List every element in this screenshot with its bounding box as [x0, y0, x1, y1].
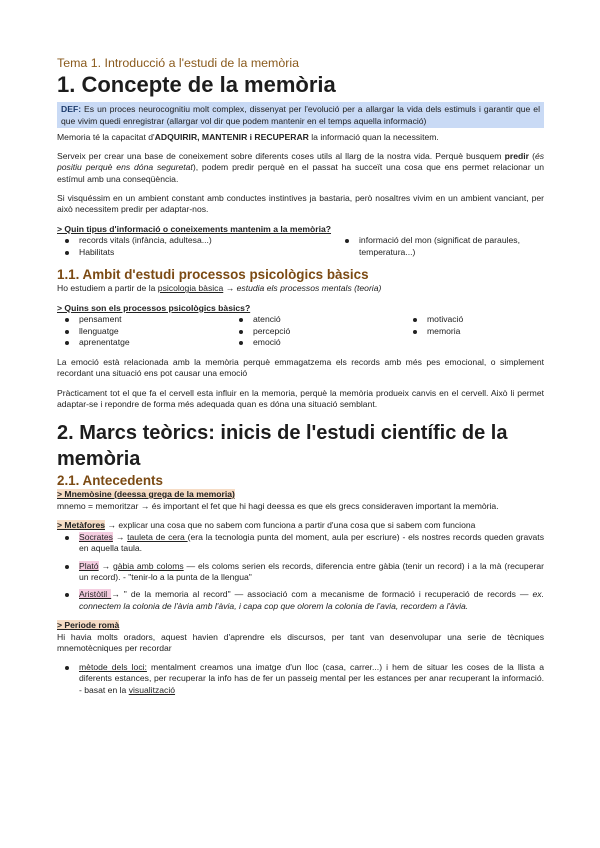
text-span: → explicar una cosa que no sabem com funciona a partir d'una cosa que si sabem com funciona: [105, 520, 476, 531]
list-col-left: [57, 235, 337, 258]
underlined-span: psicologia bàsica: [157, 283, 224, 294]
text-span: la informació quan la necessitem.: [308, 132, 439, 143]
highlight-span: Aristòtil: [79, 589, 112, 600]
definition-text: [61, 104, 540, 127]
text-span: (era la tecnologia punta del moment, aula per escriure) - els nostres records queden gravats en aquella taula.: [79, 531, 544, 554]
list-col-1: [57, 314, 231, 348]
section-2-title-line-2: memòria: [57, 447, 141, 470]
list-item: percepció: [231, 326, 405, 337]
metaphor-item-socrates: [57, 532, 544, 555]
text-span: Serveix per crear una base de coneixement sobre diferents coses utils al llarg de la nostra vida. Perquè busquem: [57, 150, 505, 161]
list-item: Habilitats: [57, 247, 337, 258]
definition-body: Es un proces neurocognitiu molt complex, dissenyat per l'evolució per a allargar la vida dels estimuls i garantir que el que vivim quedi enregistrar (allargar vol dir que podem mantenir en el temps aquella informació): [61, 104, 540, 126]
paragraph-capacity: [57, 132, 544, 144]
list-item: aprenentatge: [57, 337, 231, 348]
italic-span: és positiu perquè ens dóna seguretat: [57, 150, 545, 173]
section-1-title: 1. Concepte de la memòria: [57, 72, 336, 97]
text-span: — els coloms serien els records, diferencia entre gàbia (tenir un record) i a la mà (recuperar un record). - "tenir-lo a la punta de la llengua": [79, 560, 544, 582]
list-col-2: [231, 314, 405, 348]
underlined-span: gàbia amb coloms: [112, 560, 184, 571]
document-page: [57, 56, 544, 696]
paragraph-environment: Si visquéssim en un ambient constant amb conductes instintives ja bastaria, però nosaltres vivim en un ambient vanciant, per això necessitem predir per adaptar-nos.: [57, 192, 544, 215]
highlight-span: > Mnemòsine (deessa grega de la memoria): [57, 488, 235, 499]
metaphor-item-aristotle: [57, 589, 544, 612]
paragraph-brain: Pràcticament tot el que fa el cervell esta influir en la memoria, perquè la memòria produeix canvis en el cervell. Això li permet adaptar-se i repondre de forma més adequada quan es dóna una situació semblant.: [57, 387, 544, 410]
section-2-1-title: 2.1. Antecedents: [57, 472, 163, 488]
metaphor-item-plato: [57, 561, 544, 584]
section-1-1-title: 1.1. Ambit d'estudi processos psicològics bàsics: [57, 267, 369, 283]
text-span: Ho estudiem a partir de la: [57, 283, 158, 294]
list-item: emoció: [231, 337, 405, 348]
paragraph-psychology: [57, 283, 544, 295]
loci-method-item: [57, 662, 544, 696]
list-item: atenció: [231, 314, 405, 325]
text-span: (: [528, 150, 535, 161]
processes-list: [57, 314, 544, 348]
italic-span: ex. connectem la colonia de l'àvia amb l'àvia, i capa cop que olorem la colonia de l'avia, recordem a l'àvia.: [79, 589, 544, 611]
roman-period-heading: [57, 620, 544, 632]
list-item: llenguatge: [57, 326, 231, 337]
paragraph-emotion: La emoció està relacionada amb la memòria perquè emmagatzema els records amb més pes emocional, o simplement recordant una situació ens pot causar una emoció: [57, 356, 544, 379]
underlined-span: tauleta de cera: [127, 531, 188, 542]
list-col-3: [405, 314, 544, 348]
paragraph-predict: [57, 151, 544, 186]
list-item: pensament: [57, 314, 231, 325]
list-col-right: [337, 235, 544, 258]
text-span: → " de la memoria al record" — associació com a mecanisme de formació i recuperació de records —: [111, 589, 533, 600]
arrow-span: →: [223, 283, 237, 294]
arrow-span: →: [98, 560, 113, 571]
section-2-title-line-1: 2. Marcs teòrics: inicis de l'estudi científic de la: [57, 421, 508, 444]
roman-period-paragraph: Hi havia molts oradors, aquest havien d'aprendre els discursos, per tant van desenvolupar una serie de tècniques mnemotècniques per recordar: [57, 631, 544, 654]
list-item: informació del mon (significat de paraules, temperatura...): [337, 235, 544, 258]
bold-span: predir: [504, 150, 529, 161]
highlight-span: > Periode romà: [57, 620, 120, 631]
mnemosine-heading: [57, 489, 544, 501]
arrow-span: →: [112, 531, 128, 542]
highlight-span: Socrates: [79, 531, 113, 542]
question-processes: > Quins son els processos psicològics bàsics?: [57, 302, 251, 313]
underlined-span: visualització: [128, 684, 176, 695]
list-item: records vitals (infància, adultesa...): [57, 235, 337, 246]
text-span: mentalment creamos una imatge d'un lloc (casa, carrer...) i hem de situar les coses de la llista a diferents estances, per recuperar la info has de fer un passeig mental per les estances per anar recuperant la informació. - basat en la: [79, 661, 544, 695]
highlight-span: Plató: [79, 560, 99, 571]
info-types-list: [57, 235, 544, 258]
definition-box: [57, 102, 544, 128]
definition-label: DEF:: [61, 104, 82, 114]
underlined-span: mètode dels loci:: [79, 661, 147, 672]
mnemosine-paragraph: mnemo = memoritzar → és important el fet que hi hagi deessa es que els grecs consideraven important la memòria.: [57, 500, 499, 511]
topic-header: Tema 1. Introducció a l'estudi de la memòria: [57, 56, 300, 70]
list-item: memoria: [405, 326, 544, 337]
metaphors-paragraph: [57, 520, 544, 532]
list-item: motivació: [405, 314, 544, 325]
text-span: ), podem predir perquè en el passat ha succeït una cosa que ens permet relacionar un estímul amb una conseqüència.: [57, 162, 544, 184]
text-span: Memoria té la capacitat d': [57, 132, 155, 143]
metaphors-heading: > Metàfores: [57, 520, 105, 531]
question-info-types: > Quin tipus d'informació o coneixements mantenim a la memòria?: [57, 223, 332, 234]
bold-span: ADQUIRIR, MANTENIR i RECUPERAR: [154, 132, 309, 143]
italic-span: estudia els processos mentals (teoria): [236, 283, 382, 294]
